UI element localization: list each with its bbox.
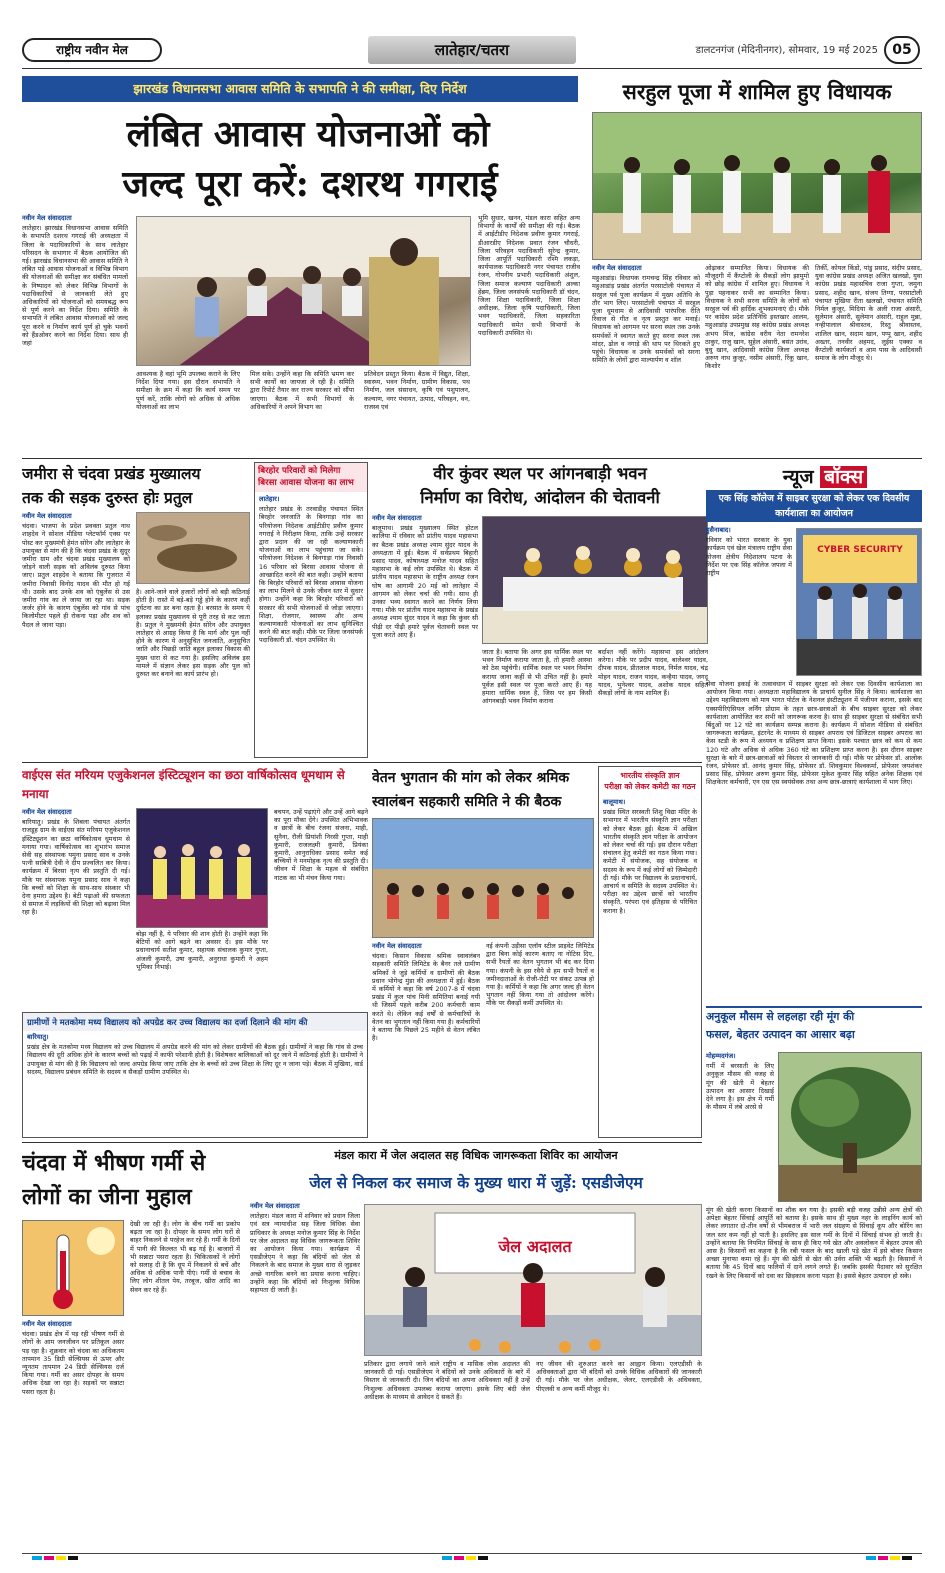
vaishu-headline: वाईएस संत मरियम एजुकेशनल इंस्टिट्यूशन का छठा वार्षिकोत्सव धूमधाम से मनाया (22, 768, 345, 801)
lead-headline-1: लंबित आवास योजनाओं को (126, 113, 490, 155)
lead-col1: नवीन मेल संवाददाता लातेहार। झारखंड विधानसभा आवास समिति के सभापति दशरथ गगराई की अध्यक्षता में जिला के पदाधिकारियों के साथ लातेहार परिसदन के सभागार में बैठक आयोजित की गई। झारखंड विधानसभा की आवास समिति ने लंबित पड़े आवास योजनाओं व विभिन्न विभाग की योजनाओं की समीक्षा कर संबंधित मामलों के निष्पादन को लेकर विभिन्न विभागों के पदाधिकारियों से जानकारी लेते हुए अधिकारियों को योजनाओं को समयबद्ध रूप से पूर्ण करने का निर्देश दिया। समिति के सभापति ने लंबित आवास योजनाओं को जल्द पूरा करने व निर्माण कार्य पूर्ण हो चुके भवनों को हैंडओवर करने का निर्देश दिया। साथ ही जहां (22, 214, 128, 348)
lead-photo-meeting (136, 216, 471, 366)
bhartiya-headline-2: परीक्षा को लेकर कमेटी का गठन (604, 782, 696, 791)
jamira-headline-1: जमीरा से चंदवा प्रखंड मुख्यालय (22, 464, 201, 483)
bhartiya-headline-1: भारतीय संस्कृति ज्ञान (620, 771, 680, 780)
newsbox-label-a: न्यूज (782, 466, 814, 488)
heat-thermometer-photo (22, 1220, 124, 1316)
jamira-col1: नवीन मेल संवाददाता चंदवा। भाजपा के प्रदेश प्रवक्ता प्रतुल नाथ शाहदेव ने सोशल मीडिया प्लेटफॉर्म एक्स पर पोस्ट कर मुख्यमंत्री हेमंत सोरेन और लातेहार के उपायुक्त से मांग की है कि चंदवा प्रखंड के सुदूर जमीरा ग्राम और चंदवा प्रखंड मुख्यालय को जोड़ने वाली सड़क को अविलंब दुरुस्त किया जाए। प्रतुल शाहदेव ने बताया कि गुजरात में जमीरा निवासी विनोद यादव की मौत हो गई थी। उसके बाद उनके शव को एंबुलेंस से उस जमीरा गांव का ले जाया जा रहा था। सड़क जर्जर होने के कारण एंबुलेंस को गांव से पांच किलोमीटर पहले ही रोकना पड़ा और शव को पैदल ले जाना पड़ा। (22, 512, 130, 629)
mango-text: मूंग की खेती करना किसानों का शौक बन गया है। इसकी बड़ी वजह उन्नीसे अन्य क्षेत्रों की अपेक्षा बेहतर सिंचाई आपूर्ति को बताया है। इसके साथ ही मुख्य नहर के लाइनिंग कार्य को लेकर लगातार दो-तीन वर्षों से भीमबराज में भारी जल संग्रहण से सिंचाई कूप और बोरिंग का जल स्तर कम नहीं हो पाती है। इसलिए इस साल गर्मी के दिनों में सिंचाई संभव हो जाती है। उन्होंने बताया कि नियमित सिंचाई के साथ ही किए गये खेत और अवलोकन में बेहतर उपज की आस है। किसानों का कहना है कि रबी फसल के बाद खाली पड़े खेत में इसे बोकर किसान अच्छा मुनाफा कमा रहे हैं। मूंग की खेती से खेत की उर्वरा शक्ति भी बढ़ती है। किसानों ने बताया कि 45 दिनों बाद फलियों में दाने लगने लगते हैं। जबकि इसकी पैदावार को सुरक्षित रखने के लिए किसानों को दवा का छिड़काव करना पड़ता है। इससे बेहतर उत्पादन हो सके। (706, 1206, 922, 1280)
sarhul-col1: नवीन मेल संवाददाता महुआडांड़। विधायक रामचन्द्र सिंह रविवार को महुआडांड़ प्रखंड अंतर्गत परसाटोली पंचायत में सरहुल पर्व पूजा कार्यक्रम में मुख्य अतिथि के तौर भाग लिए। परसाटोली पंचायत में सरहुल पूजा धूमधाम से आदिवासी पारंपरिक रीति रिवाज से गीत व नृत्य प्रस्तुत कर मनाई। विधायक को आगमन पर सरना स्थल तक उनके समर्थकों ने स्वागत करते हुए सरना स्थल तक मांदर, ढोल व नगाड़े की थाप पर थिरकते हुए पहुंचे। विधायक व उनके समर्थकों को सरना समिति के लोगों द्वारा माल्यार्पण व शॉल (592, 264, 700, 365)
jail-byline: नवीन मेल संवाददाता (250, 1202, 300, 1210)
dateline: डालटनगंज (मेदिनीनगर), सोमवार, 19 मई 2025 (695, 45, 878, 56)
newsbox-lead-text: हुसैनाबाद। रविवार को भारत सरकार के युवा कार्यक्रम एवं खेल मंत्रालय राष्ट्रीय सेवा योजना क्षेत्रीय निदेशालय पटना के निर्देश पर एक सिंह कॉलेज जपला में राष्ट्रीय (706, 526, 792, 578)
upgrade-box (22, 1012, 368, 1138)
jamira-col2: है। आने-जाने वाले हजारों लोगों को बड़ी कठिनाई होती है। रास्ते में बड़े-बड़े गड्ढे होने के कारण कहीं दुर्घटना का डर बना रहता है। बरसात के समय ये इलाका प्रखंड मुख्यालय से पूरी तरह से कट जाता है। प्रतुल ने मुख्यमंत्री हेमंत सोरेन और उपायुक्त लातेहार से आग्रह किया है कि मार्ग और पुल नहीं होने के कारण ये अनुसूचित जनजाति, अनुसूचित जाति और पिछड़ी जाति बहुल इलाका विकास की मुख्य धारा से कट गया है। इसलिए अविलंब इस मामले में संज्ञान लेकर इस सड़क और पुल को दुरुस्त कर बनाने का कार्य प्रारंभ हो। (136, 588, 250, 679)
section-title: लातेहार/चतरा (368, 36, 576, 64)
jail-headline: जेल से निकल कर समाज के मुख्य धारा में जुड़ें: एसडीजेएम (309, 1173, 643, 1192)
vaishu-byline: नवीन मेल संवाददाता (22, 808, 72, 816)
mango-headline-1: अनुकूल मौसम से लहलहा रही मूंग की (706, 1010, 855, 1023)
newsbox-byline: हुसैनाबाद। (706, 526, 731, 534)
veer-byline: नवीन मेल संवाददाता (372, 514, 422, 522)
jail-col2: प्रतिकार द्वारा लगाये जाने वाले राष्ट्रीय व मासिक लोक अदालत की जानकारी दी गई। एसडीजेएम ने बंदियों को उनके अधिकारों के बारे में विस्तार से जानकारी दी। जिन बंदियों का अपना अधिवक्ता नहीं है उन्हें निःशुल्क अधिवक्ता उपलब्ध कराया जाएगा। इसके लिए बंदी जेल अधीक्षक के माध्यम से आवेदन दे सकते हैं। (364, 1360, 530, 1401)
lead-byline: नवीन मेल संवाददाता (22, 214, 72, 222)
lead-col4: प्रतिवेदन प्रस्तुत किया। बैठक में विद्युत, शिक्षा, स्वास्थ्य, भवन निर्माण, ग्रामीण विकास, पथ निर्माण, जल संसाधन, कृषि एवं पशुपालन, कल्याण, नगर पंचायत, उत्पाद, परिवहन, वन, राजस्व एवं (364, 370, 470, 411)
jamira-road-photo (136, 512, 250, 584)
lead-kicker: झारखंड विधानसभा आवास समिति के सभापति ने की समीक्षा, दिए निर्देश (22, 76, 578, 102)
veer-headline-2: निर्माण का विरोध, आंदोलन की चेतावनी (420, 488, 660, 507)
vetan-headline-2: स्वालंबन सहकारी समिति ने की बैठक (372, 794, 562, 810)
jamira-headline-2: तक की सड़क दुरुस्त होः प्रतुल (22, 488, 193, 507)
birhor-box (254, 462, 368, 758)
sarhul-col3: तिर्की, कोयल किंडो, पांडु प्रसाद, संदीप प्रसाद, युवा कांग्रेस प्रखंड अध्यक्ष अजित खलखो, युवा कांग्रेस प्रखंड महासचिव राजा गुप्ता, जमुना प्रसाद, शहीद खान, संजय तिग्गा, परसाटोली पंचायत मुखिया रीता खलखो, पंचायत समिति निर्मल कुजूर, मिदिया के अली राजा अंसारी, सुलेमान अंसारी, सुलेमान अंसारी, राहुल मुन्ना, नन्हीपालाल श्रीवास्तव, रिस्तु श्रीवास्तव, शालिल खान, सदाम खान, पप्पू खान, शहीद अख्तर, तनवीर अहमद, लुईस एक्का व कैंप्टोली कार्यकर्ता व आम पास के आदिवासी समाज के लोग मौजूद थे। (815, 264, 922, 363)
newsbox-photo (796, 528, 922, 676)
jail-banner-text: जेल अदालत (498, 1237, 572, 1256)
jail-col1: नवीन मेल संवाददाता लातेहार। मंडल कारा में शनिवार को प्रधान जिला एवं सत्र न्यायाधीश सह जिला विधिक सेवा प्राधिकार के अध्यक्ष मनोज कुमार सिंह के निर्देश पर जेल अदालत सह विधिक जागरूकता शिविर का आयोजन किया गया। कार्यक्रम में एसडीजेएम ने कहा कि बंदियों को जेल से निकलने के बाद समाज के मुख्य धारा से जुड़कर अच्छे नागरिक बनने का प्रयास करना चाहिए। उन्होंने कहा कि बंदियों को निःशुल्क विधिक सहायता दी जाती है। (250, 1202, 360, 1295)
upgrade-headline: ग्रामीणों ने मतकोमा मध्य विद्यालय को अपग्रेड कर उच्च विद्यालय का दर्जा दिलाने की मांग की (23, 1013, 367, 1031)
heat-col2: देखी जा रही है। लोग के बीच गर्मी का प्रकोप बढ़ता जा रहा है। दोपहर के समय लोग घरों से बाहर निकलने से परहेज कर रहे हैं। गर्मी के दिनों में पानी की किल्लत भी बढ़ गई है। बाजारों में भी सन्नाटा पसरा रहता है। चिकित्सकों ने लोगों को सलाह दी है कि धूप में निकलने से बचें और अधिक से अधिक पानी पीएं। गर्मी से बचाव के लिए लोग शीतल पेय, तरबूज, खीरा आदि का सेवन कर रहे हैं। (130, 1220, 240, 1294)
print-color-bar (22, 1548, 922, 1560)
lead-col2: आवश्यक है वहां भूमि उपलब्ध कराने के लिए निर्देश दिया गया। इस दौरान सभापति ने समीक्षा के क्रम में कहा कि कार्य समय पर पूर्ण करें, ताकि लोगों को अधिक से अधिक योजनाओं का लाभ (136, 370, 240, 411)
page-number: 05 (884, 36, 920, 64)
vaishu-photo (136, 808, 268, 928)
jail-col3: नए जीवन की शुरुआत करने का आह्वान किया। एलएडीसी के अधिवक्ताओं द्वारा भी बंदियों को उनके विधिक अधिकारों की जानकारी दी गई। मौके पर जेल अधीक्षक, जेलर, एलएडीसी के अधिवक्ता, पीएलवी व अन्य कर्मी मौजूद थे। (536, 1360, 702, 1393)
lead-col5: भूमि सुधार, खनन, मंडल कारा सहित अन्य विभागों के कार्यों की समीक्षा की गई। बैठक में आईटीडीए निदेशक प्रवीण कुमार गगराई, डीआरडीए निदेशक प्रवात रंजन चौधरी, जिला परिवहन पदाधिकारी सुरेन्द्र कुमार, जिला आपूर्ति पदाधिकारी रश्मि लकड़ा, कार्यपालक पदाधिकारी नगर पंचायत राजीव रंजन, गोपनीय प्रभारी पदाधिकारी अंशुल, जिला समाज कल्याण पदाधिकारी अल्का हेंब्रम, जिला जनसंपर्क पदाधिकारी डॉ चंदन, जिला शिक्षा पदाधिकारी, जिला शिक्षा अधीक्षक, जिला कृषि पदाधिकारी, जिला भवन पदाधिकारी, जिला सहकारिता पदाधिकारी समेत सभी विभागों के पदाधिकारी उपस्थित थे। (478, 214, 580, 337)
sarhul-headline: सरहुल पूजा में शामिल हुए विधायक (622, 79, 892, 104)
vaishu-col2: बचपन, उन्हें पढ़ाएंगे और उन्हें आगे बढ़ने का पूरा मौका देंगे। उपस्थित अभिभावक व छात्रों के बीच रंजना संजना, माही, सुनैना, रौली प्रियांशी निरसी गुप्ता, माही कुमारी, राजलक्ष्मी कुमारी, प्रियंका कुमारी, आनुराधिका प्रसाद समेत कई बच्चियों ने मनमोहक नृत्य की प्रस्तुति दी। जीवन में शिक्षा के महत्व से संबंधित नाटक का भी मंचन किया गया। (274, 808, 368, 882)
mango-lead-text: मोहम्मदगंज। गर्मी में बरसाती के लिए अनुकूल मौसम की वजह से मूंग की खेती में बेहतर उत्पादन का आसार दिखाई देने लगा है। इस क्षेत्र में गर्मी के मौसम में लंबे अरसे से (706, 1052, 774, 1112)
newsbox-text: सेवा योजना इकाई के तत्वावधान में साइबर सुरक्षा को लेकर एक दिवसीय कार्यशाला का आयोजन किया गया। अध्यक्षता महाविद्यालय के प्राचार्य सुनील सिंह ने किया। कार्यशाला का उद्देश्य महाविद्यालय को माय भारत पोर्टल के नेशनल इंस्टीट्यूशन में पंजीयन कराना, इसके बाद एक्सपीरिएंसियल लर्निंग प्रोग्राम के तहत छात्र-छात्राओं के बीच साइबर सुरक्षा को लेकर कार्यशाला आयोजित कर सभी को जागरूक करना है। साथ ही साइबर सुरक्षा से संबंधित सभी बिंदुओं पर 12 घंटे का कार्यक्रम सम्पन्न कराना है। कार्यक्रम में सोशल मीडिया से संबंधित जागरूकता कार्यक्रम, इंटरनेट के माध्यम से साइबर अपराध एवं डिजिटल साइबर अपराध का केस स्टडी के रूप में अध्ययन व प्रशिक्षण प्राप्त किया। इसके पश्चात छात्र को कम से कम 120 घंटे और अधिक से अधिक 360 घंटे का प्रशिक्षण प्राप्त करना है। इस दौरान साइबर सुरक्षा के बारे में छात्र-छात्राओं को विस्तार से जानकारी दी गई। मौके पर प्रोफेसर डॉ. आलोक रंजन, प्रोफेसर डॉ. आनंद कुमार सिंह, प्रोफेसर डॉ. शिवकुमार विश्वकर्मा, प्रोफेसर जयशंकर प्रसाद सिंह, प्रोफेसर अरुण कुमार सिंह, प्रोफेसर मुकेश कुमार सिंह सहित अनेक शिक्षक एवं शिक्षकेतर कर्मचारी, एन एस एस स्वयंसेवक तथा अन्य छात्र-छात्राएं कार्यशाला में भाग लिए। (706, 680, 922, 787)
mango-headline-box (706, 1006, 922, 1048)
birhor-text: लातेहार। लातेहार प्रखंड के तरवाडीह पंचायत स्थित बिरहोर जनजाति के बिनगाड़ा गांव का परियोजना निदेशक आईटीडीए प्रवीण कुमार गगराई ने निरीक्षण किया, ताकि उन्हें सरकार द्वारा प्रदान की जा रही कल्याणकारी योजनाओं का लाभ पहुंचाया जा सके। परियोजना निदेशक ने बिनगाड़ा गांव निवासी 16 परिवार को बिरसा आवास योजना से आच्छादित करने की बात कही। उन्होंने बताया कि बिरहोर परिवारों को बिरसा आवास योजना का लाभ मिलने से उनके जीवन स्तर में सुधार होगा। उन्होंने कहा कि बिरहोर परिवारों को सरकार की सभी योजनाओं से जोड़ा जाएगा। शिक्षा, रोजगार, स्वास्थ्य और अन्य कल्याणकारी योजनाओं का लाभ सुनिश्चित करने की बात कही। मौके पर जिला जनसंपर्क पदाधिकारी डॉ. चंदन उपस्थित थे। (259, 495, 363, 645)
lead-col3: मिल सके। उन्होंने कहा कि समिति भ्रमण कर सभी कार्यों का जायजा ले रही है। समिति द्वारा रिपोर्ट तैयार कर राज्य सरकार को सौंपा जाएगा। बैठक में सभी विभागों के अधिकारियों ने अपने विभाग का (250, 370, 354, 411)
heat-headline-2: लोगों का जीना मुहाल (22, 1184, 192, 1210)
heat-headline-1: चंदवा में भीषण गर्मी से (22, 1150, 206, 1176)
bhartiya-box (598, 766, 702, 1138)
mango-byline: मोहम्मदगंज। (706, 1052, 736, 1060)
vaishu-col3: बोझ नहीं है, ये परिवार की शान होती है। उन्होंने कहा कि बेटियों को आगे बढ़ने का अवसर दें। इस मौके पर प्रधानाचार्य सतीश कुमार, सहायक संचालक कुमार गुप्ता, अंजली कुमारी, उषा कुमारी, अनुराधा कुमारी ने अहम भूमिका निभाई। (136, 930, 268, 971)
heat-col1: नवीन मेल संवाददाता चंदवा। प्रखंड क्षेत्र में पड़ रही भीषण गर्मी से लोगों के आम जनजीवन पर प्रतिकूल असर पड़ रहा है। शुक्रवार को चंदवा का अधिकतम तापमान 35 डिग्री सेल्सियस से ऊपर और न्यूनतम तापमान 24 डिग्री सेल्सियस दर्ज किया गया। गर्मी का असर दोपहर के समय अधिक देखा जा रहा है। सड़कों पर सन्नाटा पसरा रहता है। (22, 1320, 124, 1396)
jail-kicker: मंडल कारा में जेल अदालत सह विधिक जागरूकता शिविर का आयोजन (334, 1149, 618, 1162)
bhartiya-text: बालूमाथ। प्रखंड स्थित सरस्वती शिशु विद्या मंदिर के सभागार में भारतीय संस्कृति ज्ञान परीक्षा को लेकर बैठक हुई। बैठक में अखिल भारतीय संस्कृति ज्ञान परीक्षा के आयोजन को लेकर चर्चा की गई। इस दौरान परीक्षा संचालन हेतु कमेटी का गठन किया गया। कमेटी में संयोजक, सह संयोजक व सदस्य के रूप में कई लोगों को जिम्मेदारी दी गई। मौके पर विद्यालय के प्रधानाचार्य, आचार्य व समिति के सदस्य उपस्थित थे। परीक्षा का उद्देश्य छात्रों को भारतीय संस्कृति, परंपरा एवं इतिहास से परिचित कराना है। (603, 798, 697, 915)
paper-logo: राष्ट्रीय नवीन मेल (22, 38, 162, 62)
newsbox-headline: एक सिंह कॉलेज में साइबर सुरक्षा को लेकर एक दिवसीय कार्यशाला का आयोजन (706, 490, 922, 522)
bhartiya-byline: बालूमाथ। (603, 798, 626, 806)
veer-photo (482, 516, 708, 644)
vaishu-col1: नवीन मेल संवाददाता बारियातु। प्रखंड के शिबला पंचायत अंतर्गत राजडूह ग्राम के वाईएस संत मरियम एजुकेशनल इंस्टिट्यूशन का छठा वार्षिकोत्सव धूमधाम से मनाया गया। वार्षिकोत्सव का शुभारंभ समाज सेवी सह संस्थापक यमुना प्रसाद साव व उनके पत्नी साबित्री देवी ने दीप प्रज्वलित कर किया। कार्यक्रम में बिरसा नृत्य की प्रस्तुति दी गई। मौके पर संस्थापक यमुना प्रसाद साव ने कहा कि बच्चों को शिक्षा के साथ-साथ संस्कार भी देना हमारा उद्देश्य है। बेटी पढ़ाओ की सफलता से समाज में लड़कियों की शिक्षा को बढ़ावा मिल रहा है। (22, 808, 130, 917)
veer-col3: बर्दाश्त नहीं करेंगे। महासभा इस आंदोलन करेगा। मौके पर प्रदीप यादव, बालेश्वर यादव, दीपक यादव, प्रीतलाल यादव, निर्मल यादव, चंद्र मोहन यादव, राजन यादव, कन्हैया यादव, जगदू यादव, भुनेश्वर यादव, अशोक यादव सहित सैकड़ों लोगों के नाम शामिल हैं। (598, 648, 708, 698)
vetan-col1: नवीन मेल संवाददाता चंदवा। किसान विकास श्रमिक स्वावलंबन सहकारी समिति लिमिटेड के बैनर तले ग्रामीण श्रमिकों ने जुड़े कर्मियों व ग्रामीणों की बैठक प्रधान भोगेन्द्र मुंडा की अध्यक्षता में हुई। बैठक में कर्मियों ने कहा कि वर्ष 2007-8 में चंदवा प्रखंड में कुल पांच मिनी समितियां बनाई गयी थी जिसमें पहले करीब 200 कर्मचारी काम करते थे। लेकिन कई वर्षों से कर्मचारियों के वेतन का भुगतान नहीं किया गया है। कर्मचारियों ने बताया कि पिछले 25 महीने से वेतन लंबित है। (372, 942, 480, 1043)
mango-headline-2: फसल, बेहतर उत्पादन का आसार बढ़ा (706, 1028, 855, 1041)
heat-byline: नवीन मेल संवाददाता (22, 1320, 72, 1328)
upgrade-byline: बारियातु। (27, 1033, 49, 1041)
vetan-byline: नवीन मेल संवाददाता (372, 942, 422, 950)
veer-headline-1: वीर कुंवर स्थल पर आंगनबाड़ी भवन (433, 464, 647, 483)
newsbox-label (728, 464, 922, 490)
sarhul-col2: ओढ़ाकर सम्मानित किया। विधायक की मौजूदगी में कैंप्टोली के सैकड़ों लोग झामुमो को छोड़ कांग्रेस में शामिल हुए। विधायक ने पुड़ा पहनाकर सभी का सम्मानित किया। विधायक ने सभी सरना समिति के लोगों को सरहुल पर्व की हार्दिक शुभकामनाएं दी। मौके पर कांग्रेस प्रदेश प्रतिनिधि इस्तखार आलम, महुआडांड़ उपप्रमुख सह कांग्रेस प्रखंड अध्यक्ष अभय मिंज, कांग्रेस वरीय नेता रामनरेश ठाकुर, राजु खान, सुहेल अंसारी, बसंत उरांव, बुधु खान, आदिवासी कांग्रेस जिला अध्यक्ष अरुण नाथ कुजूर, नसीम अंसारी, रिंकू खान, किशोर (705, 264, 809, 371)
birhor-byline: लातेहार। (259, 495, 280, 503)
newsbox-label-b: बॉक्स (820, 466, 867, 488)
vetan-headline-1: वेतन भुगतान की मांग को लेकर श्रमिक (372, 770, 570, 786)
masthead (22, 36, 922, 64)
vetan-col2: नई कंपनी उड़ीसा एलॉय स्टील प्राइवेट लिमिटेड द्वारा बिना कोई कारण बताए ना नोटिस दिए, सभी रैयतों का वेतन भुगतान भी बंद कर दिया गया। कंपनी के इस रवैये से हम सभी रैयतों व जमीनदाताओं के रोजी-रोटी पर संकट उत्पन्न हो गया है। कर्मियों ने कहा कि अगर जल्द ही वेतन भुगतान नहीं किया गया तो आंदोलन करेंगे। मौके पर सैकड़ों कर्मी उपस्थित थे। (486, 942, 594, 1008)
birhor-headline-2: बिरसा आवास योजना का लाभ (255, 477, 367, 492)
veer-col2: जाता है। बताया कि अगर इस धार्मिक स्थल पर भवन निर्माण कराया जाता है, तो हमारी आस्था को ठेस पहुंचेगी। धार्मिक स्थल पर भवन निर्माण कराया जाना कहीं से भी उचित नहीं है। हमारे पूर्वज इसी स्थल पर पूजा करते आए हैं। यह हमारा धार्मिक स्थल है, जिस पर हम किसी आंगनबाड़ी भवन निर्माण कराना (482, 648, 592, 706)
newsbox-banner-text: CYBER SECURITY (817, 545, 903, 555)
sarhul-photo (592, 112, 922, 260)
upgrade-text: बारियातु। प्रखंड क्षेत्र के मतकोमा मध्य विद्यालय को उच्च विद्यालय में अपग्रेड करने की मांग को लेकर ग्रामीणों की बैठक हुई। ग्रामीणों ने कहा कि गांव से उच्च विद्यालय की दूरी अधिक होने के कारण बच्चों को पढ़ाई में काफी परेशानी होती है। विशेषकर बालिकाओं को दूर जाने में कठिनाई होती है। ग्रामीणों ने उपायुक्त से मांग की है कि विद्यालय को जल्द अपग्रेड किया जाए ताकि क्षेत्र के बच्चों को उच्च शिक्षा के लिए दूर न जाना पड़े। बैठक में मुखिया, वार्ड सदस्य, विद्यालय प्रबंधन समिति के सदस्य व सैकड़ों ग्रामीण उपस्थित थे। (27, 1033, 363, 1076)
jamira-byline: नवीन मेल संवाददाता (22, 512, 72, 520)
vetan-photo (372, 818, 594, 938)
lead-headline-2: जल्द पूरा करें: दशरथ गगराई (122, 163, 498, 205)
jail-photo (364, 1204, 702, 1356)
sarhul-byline: नवीन मेल संवाददाता (592, 264, 642, 272)
veer-col1: नवीन मेल संवाददाता बालूमाथ। प्रखंड मुख्यालय स्थित होटल कालिया में रविवार को प्रांतीय यादव महासभा का बैठक प्रखंड अध्यक्ष श्याम सुंदर यादव के अध्यक्षता में हुई। बैठक में सर्वप्रथम बिहारी प्रसाद यादव, कोषाध्यक्ष मनोज यादव सहित महासभा के कई लोग उपस्थित थे। बैठक में प्रांतीय यादव महासभा के राष्ट्रीय अध्यक्ष रंजन घोष का आगामी 20 मई को लातेहार में आगमन को लेकर चर्चा की गयी। साथ ही उनका भव्य स्वागत करने का निर्णय लिया गया। मौके पर प्रांतीय यादव महासभा के प्रखंड अध्यक्ष श्याम सुंदर यादव ने कहा कि कुंवर सी पीढ़ी दर पीढ़ी हमारे पूर्वज चेतावनी स्थल पर पूजा करते आए हैं। (372, 514, 478, 639)
birhor-headline-1: बिरहोर परिवारों को मिलेगा (255, 463, 367, 477)
mango-tree-photo (778, 1052, 922, 1202)
